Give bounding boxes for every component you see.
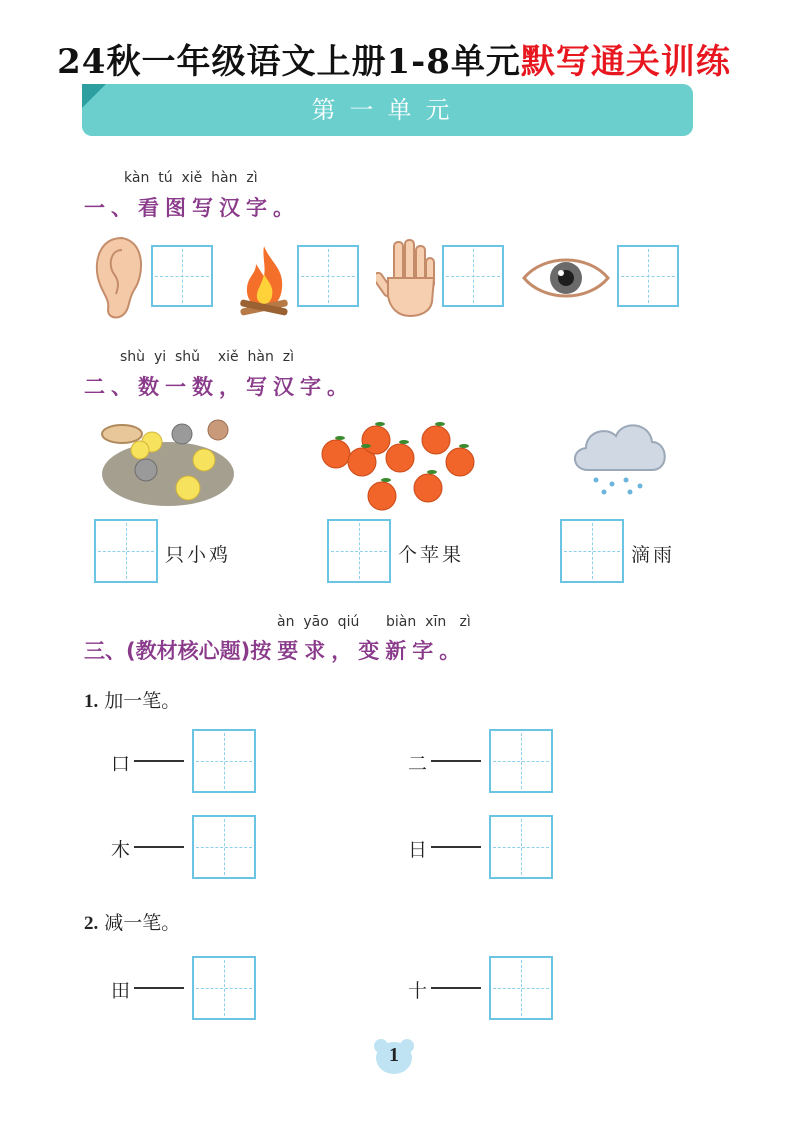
source-char: 十 xyxy=(408,980,428,1002)
answer-box[interactable] xyxy=(327,519,391,583)
ear-image xyxy=(92,234,148,320)
chicks-image xyxy=(100,412,236,508)
eye-image xyxy=(520,252,612,304)
apple-count-label: 个苹果 xyxy=(398,544,465,566)
section3-prefix: 三、(教材核心题) xyxy=(84,639,251,663)
arrow-dash xyxy=(431,846,481,848)
question-1-text: 加一笔。 xyxy=(104,690,181,712)
arrow-dash xyxy=(134,987,184,989)
answer-box[interactable] xyxy=(192,956,256,1020)
question-1 xyxy=(84,686,180,713)
question-2-text: 减一笔。 xyxy=(104,912,181,934)
arrow-dash xyxy=(134,846,184,848)
title-highlight: 默写通关训练 xyxy=(520,42,731,82)
answer-box[interactable] xyxy=(617,245,679,307)
arrow-dash xyxy=(431,760,481,762)
page-title xyxy=(0,34,788,83)
section2-pinyin: shù yi shǔ xiě hàn zì xyxy=(120,349,295,365)
chick-count-label: 只小鸡 xyxy=(165,544,232,566)
section1-heading: 一、看图写汉字。 xyxy=(84,196,300,220)
banner-corner xyxy=(82,84,106,108)
apples-image xyxy=(318,418,478,512)
section3-heading xyxy=(84,635,466,665)
answer-box[interactable] xyxy=(442,245,504,307)
raincloud-image xyxy=(568,412,672,498)
arrow-dash xyxy=(134,760,184,762)
fire-image xyxy=(234,240,294,320)
question-2 xyxy=(84,908,180,935)
answer-box[interactable] xyxy=(297,245,359,307)
source-char: 田 xyxy=(111,980,131,1002)
section2-heading: 二、数一数，写汉字。 xyxy=(84,375,354,399)
section3-pinyin: àn yāo qiú biàn xīn zì xyxy=(277,614,471,630)
question-2-number: 2. xyxy=(84,913,99,934)
source-char: 二 xyxy=(408,753,428,775)
section1-pinyin: kàn tú xiě hàn zì xyxy=(124,170,258,186)
source-char: 口 xyxy=(111,753,131,775)
answer-box[interactable] xyxy=(489,956,553,1020)
unit-banner: 第一单元 xyxy=(82,84,693,136)
page-number: 1 xyxy=(389,1044,399,1066)
answer-box[interactable] xyxy=(192,729,256,793)
section3-title: 按要求，变新字。 xyxy=(250,639,467,663)
source-char: 日 xyxy=(408,839,428,861)
source-char: 木 xyxy=(111,839,131,861)
arrow-dash xyxy=(431,987,481,989)
answer-box[interactable] xyxy=(151,245,213,307)
answer-box[interactable] xyxy=(192,815,256,879)
answer-box[interactable] xyxy=(94,519,158,583)
hand-image xyxy=(376,238,438,320)
answer-box[interactable] xyxy=(489,815,553,879)
title-main: 24秋一年级语文上册1-8单元 xyxy=(57,42,521,82)
question-1-number: 1. xyxy=(84,691,99,712)
answer-box[interactable] xyxy=(489,729,553,793)
answer-box[interactable] xyxy=(560,519,624,583)
raindrop-count-label: 滴雨 xyxy=(631,544,676,566)
